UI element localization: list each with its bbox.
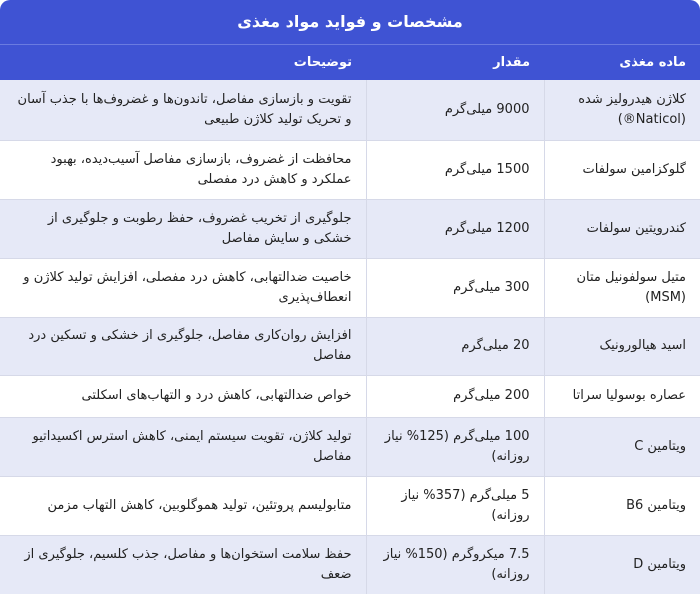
- header-ingredient: ماده مغذی: [544, 44, 700, 80]
- cell-amount: 20 میلی‌گرم: [366, 317, 544, 375]
- cell-amount: 300 میلی‌گرم: [366, 258, 544, 317]
- cell-ingredient: کلاژن هیدرولیز شده (Naticol®): [544, 80, 700, 140]
- cell-amount: 7.5 میکروگرم (150% نیاز روزانه): [366, 535, 544, 594]
- cell-amount: 9000 میلی‌گرم: [366, 80, 544, 140]
- cell-ingredient: اسید هیالورونیک: [544, 317, 700, 375]
- cell-ingredient: متیل سولفونیل متان (MSM): [544, 258, 700, 317]
- cell-description: حفظ سلامت استخوان‌ها و مفاصل، جذب کلسیم، جلوگیری از ضعف: [0, 535, 366, 594]
- table-row: [0, 199, 700, 258]
- cell-description: متابولیسم پروتئین، تولید هموگلوبین، کاهش التهاب مزمن: [0, 476, 366, 535]
- cell-description: افزایش روان‌کاری مفاصل، جلوگیری از خشکی و تسکین درد مفاصل: [0, 317, 366, 375]
- table-row: [0, 80, 700, 140]
- table-header-row: [0, 44, 700, 80]
- table-row: [0, 317, 700, 375]
- table-row: [0, 417, 700, 476]
- header-description: توضیحات: [0, 44, 366, 80]
- cell-amount: 1200 میلی‌گرم: [366, 199, 544, 258]
- table-body: [0, 80, 700, 594]
- cell-amount: 100 میلی‌گرم (125% نیاز روزانه): [366, 417, 544, 476]
- cell-ingredient: عصاره بوسولیا سراتا: [544, 375, 700, 417]
- cell-ingredient: کندرویتین سولفات: [544, 199, 700, 258]
- cell-description: جلوگیری از تخریب غضروف، حفظ رطوبت و جلوگیری از خشکی و سایش مفاصل: [0, 199, 366, 258]
- table-row: [0, 258, 700, 317]
- cell-description: تولید کلاژن، تقویت سیستم ایمنی، کاهش استرس اکسیداتیو مفاصل: [0, 417, 366, 476]
- cell-amount: 1500 میلی‌گرم: [366, 140, 544, 199]
- cell-description: تقویت و بازسازی مفاصل، تاندون‌ها و غضروف‌ها با جذب آسان و تحریک تولید کلاژن طبیعی: [0, 80, 366, 140]
- cell-description: خواص ضدالتهابی، کاهش درد و التهاب‌های اسکلتی: [0, 375, 366, 417]
- cell-description: محافظت از غضروف، بازسازی مفاصل آسیب‌دیده، بهبود عملکرد و کاهش درد مفصلی: [0, 140, 366, 199]
- cell-ingredient: گلوکزامین سولفات: [544, 140, 700, 199]
- table-row: [0, 476, 700, 535]
- cell-ingredient: ویتامین D: [544, 535, 700, 594]
- table-title-row: [0, 0, 700, 44]
- cell-ingredient: ویتامین C: [544, 417, 700, 476]
- table-title: مشخصات و فواید مواد مغذی: [0, 0, 700, 44]
- cell-description: خاصیت ضدالتهابی، کاهش درد مفصلی، افزایش تولید کلاژن و انعطاف‌پذیری: [0, 258, 366, 317]
- cell-amount: 200 میلی‌گرم: [366, 375, 544, 417]
- header-amount: مقدار: [366, 44, 544, 80]
- cell-ingredient: ویتامین B6: [544, 476, 700, 535]
- table-row: [0, 140, 700, 199]
- cell-amount: 5 میلی‌گرم (357% نیاز روزانه): [366, 476, 544, 535]
- table-row: [0, 535, 700, 594]
- table-row: [0, 375, 700, 417]
